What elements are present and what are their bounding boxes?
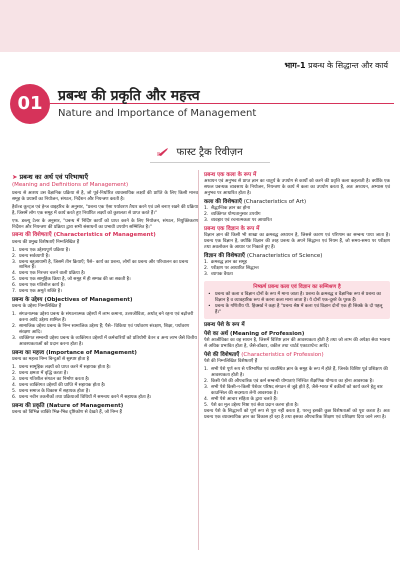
list-item: 2. किसी पेशे की औपचारिक एवं कर्म सम्बन्धी योग्यताएं निश्चित शैक्षणिक योग्यता का होना आवश्यक है।: [204, 379, 374, 385]
column-divider: [198, 170, 199, 550]
list-item: 2. परीक्षण पर आधारित सिद्धान्त: [204, 266, 259, 272]
profession-characteristics-heading: पेशे की विशेषताएँ (Characteristics of Profession): [204, 352, 324, 359]
list-item: 3. प्रबन्ध गतिशील संगठन का निर्माण करता है।: [12, 377, 90, 383]
features-intro: प्रबन्ध की प्रमुख विशेषताएँ निम्नलिखित हैं: [12, 239, 80, 245]
fast-track-divider: [150, 162, 270, 163]
left-column: [12, 170, 198, 418]
list-item: 4. प्रबन्ध व्यक्तिगत उद्देश्यों की प्राप्ति में सहायक होता है।: [12, 382, 106, 388]
objectives-intro: प्रबन्ध के उद्देश्य निम्नलिखित हैं: [12, 304, 62, 310]
profession-intro: पेशे की निम्नलिखित विशेषताएँ हैं: [204, 359, 258, 365]
paragraph: हैरॉल्ड कून्ट्ज एवं हेन्ज वाइहरिच के अनुसार, "प्रबन्ध एक ऐसा पर्यावरण तैयार करने एवं उसे बनाए रखने की प्रक्रिया है, जिसमें लोग एक समूह में कार्य करते हुए निर्धारित लक्ष्यों को कुशलता से प्राप्त करते हैं।": [12, 204, 198, 216]
list-item: 3. व्यवहार एवं रचनात्मकता पर आधारित: [204, 218, 272, 224]
objectives-heading: प्रबन्ध के उद्देश्य (Objectives of Management): [12, 297, 133, 304]
science-characteristics-heading: विज्ञान की विशेषताएँ (Characteristics of Science): [204, 253, 323, 260]
right-column: [204, 170, 390, 423]
science-paragraph: विज्ञान ज्ञान की किसी भी शाखा का क्रमबद्ध अध्ययन है, जिससे कारण एवं परिणाम का सम्बन्ध पाया जाता है। प्रबन्ध एक विज्ञान है, क्योंकि विज्ञान की तरह प्रबन्ध के अपने सिद्धान्त एवं नियम हैं, जो समय-समय पर परीक्षण तथा अवलोकन के आधार पर निकाले हुए हैं।: [204, 233, 390, 251]
list-item: 6. प्रबन्ध एक गतिशील कार्य है।: [12, 283, 65, 289]
list-item: 1. प्रबन्ध सामूहिक लक्ष्यों को प्राप्त करने में सहायक होता है।: [12, 365, 111, 371]
list-item: 5. पेशे का मूल उद्देश्य निष्ठा एवं सेवा प्रदान करना होता है।: [204, 403, 299, 409]
profession-heading: प्रबन्ध पेशे के रूप में: [204, 321, 245, 328]
paragraph: प्रबन्ध से आशय उस वैज्ञानिक प्रक्रिया से है, जो पूर्व-निर्धारित व्यावसायिक लक्ष्यों की प्राप्ति के लिए किसी मानव समूह के प्रयासों का नियोजन, संगठन, निर्देशन और नियन्त्रण करती है।: [12, 190, 198, 202]
breadcrumb: [285, 60, 389, 71]
list-item: 2. प्रबन्ध सर्वव्यापी है।: [12, 253, 50, 259]
chapter-title-hindi: प्रबन्ध की प्रकृति और महत्त्व: [58, 88, 200, 104]
profession-conclusion: प्रबन्ध पेशे के सिद्धान्तों को पूर्ण रूप से पूरा नहीं करता है, परन्तु इसकी कुछ विशेषताओं को पूरा करता है। अतः प्रबन्ध एक व्यावसायिक ज्ञान का विकास हो रहा है तथा इसका औपचारिक शिक्षण एवं प्रशिक्षण दिया जाने लगा है।: [204, 408, 390, 420]
list-item: 5. प्रबन्ध समाज के विकास में सहायक होता है।: [12, 388, 90, 394]
art-paragraph: अध्ययन एवं अनुभव से प्राप्त ज्ञान का चातुर्य के उपयोग से कार्यों को करने की प्रवृत्ति कला कहलाती है। क्योंकि एक सफल प्रबन्धक व्यवसाय के नियोजन, नियन्त्रण के कार्य में कला का उपयोग करता है, अतः अध्ययन, अभ्यास एवं अनुभव पर आधारित होता है।: [204, 179, 390, 197]
conclusion-title: निष्कर्ष प्रबन्ध कला एवं विज्ञान का सम्मिश्रण है: [253, 284, 341, 291]
list-item: 4. प्रबन्ध एक निरन्तर चलने वाली प्रक्रिया है।: [12, 271, 86, 277]
list-item: 1. संगठनात्मक उद्देश्य प्रबन्ध के संगठनात्मक उद्देश्यों में लाभ कमाना, उत्तरजीविता, अर्थात् बने रहना एवं बढ़ोत्तरी करना आदि उद्देश्य शामिल हैं।: [12, 312, 194, 324]
chapter-title-english: Nature and Importance of Management: [58, 108, 257, 119]
list-item: 2. सामाजिक उद्देश्य प्रबन्ध के निम्न सामाजिक उद्देश्य हैं; पैसे– विकिया एवं पर्यावरण संरक्षण, शिक्षा, पर्यावरण संरक्षण आदि।: [12, 324, 190, 336]
nature-heading: प्रबन्ध की प्रकृति (Nature of Management): [12, 402, 124, 409]
list-item: 3. व्यापक वैधता: [204, 272, 233, 278]
fast-track-heading: [0, 144, 400, 158]
chapter-number: 01: [10, 84, 50, 124]
art-characteristics-heading: कला की विशेषताएँ (Characteristics of Art): [204, 199, 307, 206]
breadcrumb-part: भाग-1: [284, 61, 306, 70]
header-band: [0, 0, 400, 52]
conclusion-box: [204, 281, 390, 319]
list-item: 3. प्रबन्ध बहुआयामी है, जिसमें तीन क्रियाएँ; पैसे– कार्य का प्रबन्ध, लोगों का प्रबन्ध और परिचालन का प्रबन्ध शामिल है।: [12, 259, 189, 271]
paragraph: एफ. डब्ल्यू टेलर के अनुसार, "प्रबन्ध में निर्दिष्ट कार्यों को प्राप्त करने के लिए नियोजन, संगठन, नियुक्तिकरण निर्देशन और नियन्त्रण की प्रक्रिया द्वारा सभी संसाधनों का प्रभावी उपयोग सम्मिलित है।": [12, 218, 198, 230]
list-item: 3. व्यक्तिगत सम्बन्धी उद्देश्य प्रबन्ध के व्यक्तिगत उद्देश्यों में कर्मचारियों को प्रतियोगी वेतन व अन्य लाभ जैसे वित्तीय आवश्यकताओं को प्रदान करना होता है।: [12, 336, 197, 348]
list-item: 6. प्रबन्ध नवीन तकनीकों तथा प्रक्रियाओं विधियों में समन्वय करने में सहायक होता है।: [12, 394, 152, 400]
science-heading: प्रबन्ध एक विज्ञान के रूप में: [204, 226, 260, 233]
nature-text: प्रबन्ध को विभिन्न व्यक्ति भिन्न-भिन्न दृष्टिकोण से देखते हैं, जो निम्न हैं: [12, 410, 122, 416]
features-heading: प्रबन्ध की विशेषताएँ (Characteristics of Management): [12, 232, 156, 239]
section-heading: ➤ प्रबन्ध का अर्थ एवं परिभाषाएँ: [12, 173, 89, 181]
breadcrumb-title: प्रबन्ध के सिद्धान्त और कार्य: [308, 61, 388, 70]
importance-intro: प्रबन्ध का महत्त्व निम्न बिन्दुओं से सुस्पष्ट होता है: [12, 357, 90, 363]
art-heading: प्रबन्ध एक कला के रूप में: [204, 172, 257, 178]
list-item: 1. सैद्धान्तिक ज्ञान का होना: [204, 206, 251, 212]
fast-track-label: फास्ट ट्रैक रिवीज़न: [176, 147, 243, 158]
profession-paragraph: पेशे आजीविका का वह साधन है, जिसमें विशिष्ट ज्ञान की आवश्यकता होती है तथा जो लाभ की अपेक्षा सेवा भावना से अधिक प्रभावित होता है, जैसे-डॉक्टर, वकील तथा चार्टर्ड एकाउण्टेन्ट आदि।: [204, 338, 390, 350]
list-item: 2. व्यक्तिगत योग्यतानुसार उपयोग: [204, 212, 261, 218]
list-item: • प्रबन्ध के गणितीय पी. हिक्सर्ड ने कहा है "प्रबन्ध श्रेष्ठ में कला एवं विज्ञान दोनों एक ही सिक्के के दो पहलू हैं।": [208, 303, 383, 315]
list-item: 5. प्रबन्ध एक सामूहिक क्रिया है, जो समूह में ही सम्पन्न की जा सकती है।: [12, 277, 131, 283]
list-item: 4. सभी पेशे आचार संहिता के द्वारा चलते हैं।: [204, 397, 278, 403]
chapter-header: [10, 84, 394, 124]
importance-heading: प्रबन्ध का महत्त्व (Importance of Management): [12, 349, 137, 356]
list-item: • प्रबन्ध को कला व विज्ञान दोनों के रूप में माना जाता है। प्रबन्ध के क्रमबद्ध व वैज्ञानिक रूप से प्रबन्ध का विज्ञान है व व्यावहारिक रूप से करना कला माना जाता है। ये दोनों एक-दूसरे के पूरक हैं।: [208, 292, 381, 304]
list-item: 7. प्रबन्ध एक अमूर्त शक्ति है।: [12, 289, 62, 295]
rocket-icon: [157, 147, 169, 157]
list-item: 3. सभी पेशे किसी-न-किसी पेशेवर परिषद संगठन से जुड़े होते हैं, जैसे-भारत में वकीलों को कार्य करने हेतु बार काउन्सिल की सदस्यता लेनी आवश्यक है।: [204, 385, 383, 397]
list-item: 2. प्रबन्ध क्षमता में वृद्धि करता है।: [12, 371, 69, 377]
list-item: 1. प्रबन्ध एक उद्देश्यपूर्ण प्रक्रिया है।: [12, 247, 70, 253]
section-subheading: (Meaning and Definitions of Management): [12, 181, 129, 188]
list-item: 1. सभी पेशे पूर्ण रूप से परिभाषित एवं व्यवस्थित ज्ञान के समूह के रूप में होते हैं, जिनके विशिष्ट पूर्व प्रशिक्षण की आवश्यकता होती है।: [204, 367, 388, 379]
list-item: 1. क्रमबद्ध ज्ञान का समूह: [204, 260, 247, 266]
profession-subheading: पेशे का अर्थ (Meaning of Profession): [204, 331, 305, 338]
